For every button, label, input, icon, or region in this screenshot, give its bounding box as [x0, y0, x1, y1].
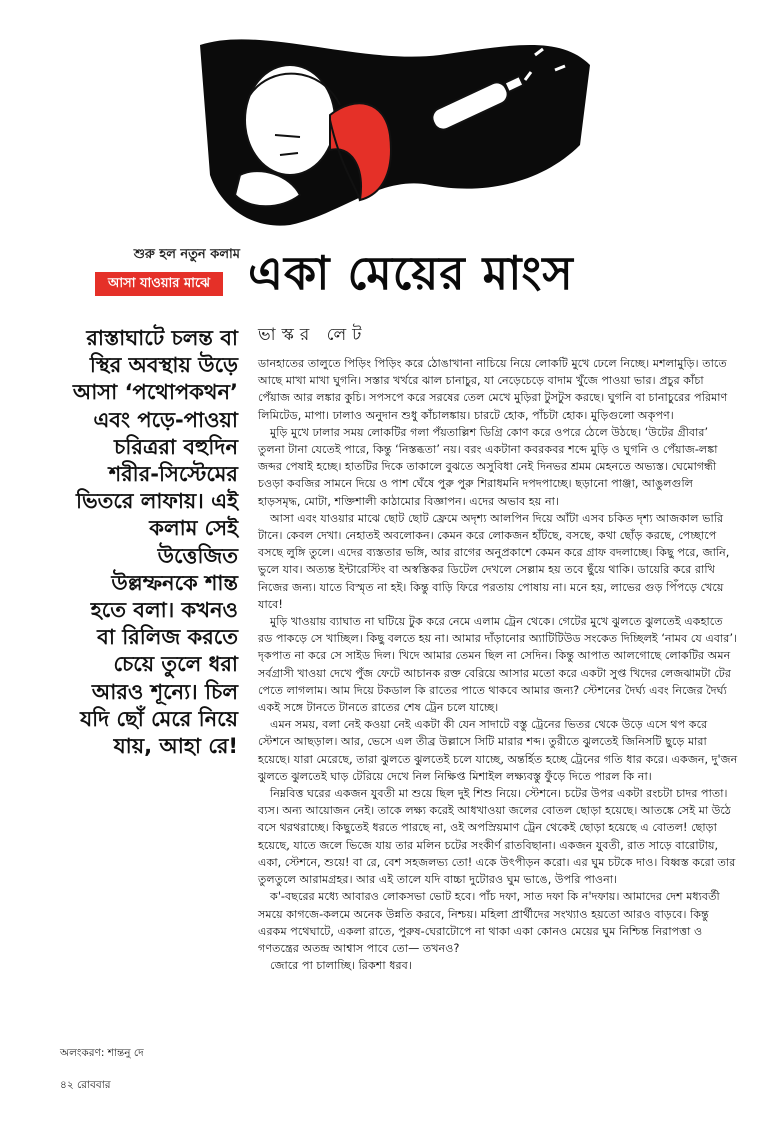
pullquote-line: যদি ছোঁ মেরে নিয়ে — [80, 706, 238, 731]
pullquote-line: শরীর-সিস্টেমের — [108, 462, 238, 487]
pullquote-line: আসা ‘পথোপকথন’ — [72, 380, 238, 405]
body-paragraph: মুড়ি খাওয়ায় ব্যাঘাত না ঘটিয়ে টুক করে নেমে এলাম ট্রেন থেকে। গেটের মুখে ঝুলতে ঝুলতেই একহাতে রড পাকড়ে সে খাচ্ছিল। কিছু বলতে হয় না। আমার দাঁড়ানোর অ্যাটিটিউড সংকেত দিচ্ছিলই ‘নামব যে এবার’। দৃকপাত না করে সে সাইড দিল। খিদে আমার তেমন ছিল না সেদিন। কিন্তু আপাত আলগোছে লোকটির অমন সর্বগ্রাসী খাওয়া দেখে পুঁজ ফেটে আচানক রক্ত বেরিয়ে আসার মতো করে একটা সুপ্ত খিদের লেজঝামটা টের পেতে লাগলাম। আম দিয়ে টকডাল কি রাতের পাতে থাকবে আমার জন্য? স্টেশনের দৈর্ঘ্য এবং নিজের দৈর্ঘ্য একই সঙ্গে টানতে টানতে রাতের শেষ ট্রেন চলে যাচ্ছে। — [258, 615, 738, 715]
author-byline: ভাস্কর লেট — [258, 325, 368, 345]
pullquote-line: কলাম সেই — [149, 516, 238, 541]
body-paragraph: ক'-বছরের মধ্যে আবারও লোকসভা ভোট হবে। পাঁচ দফা, সাত দফা কি ন'দফায়। আমাদের দেশ মধ্যবর্তী সময়ে কাগজে-কলমে অনেক উন্নতি করবে, নিশ্চয়। মহিলা প্রার্থীদের সংখ্যাও হয়তো আরও বাড়বে। কিন্তু এরকম পথেঘাটে, একলা রাতে, পুরুষ-ঘেরাটোপে না থাকা একা কোনও মেয়ের ঘুম নিশ্চিন্ত নিরাপত্তা ও গণতন্ত্রের অতন্দ্র আশ্বাস পাবে তো— তখনও? — [258, 890, 720, 955]
pullquote-line: চরিত্ররা বহুদিন — [114, 434, 238, 459]
illustration-credit: অলংকরণ: শান্তনু দে — [60, 1047, 144, 1059]
pullquote-line: হতে বলা। কখনও — [90, 598, 238, 623]
pullquote-line: চেয়ে তুলে ধরা — [113, 652, 238, 677]
body-paragraph: আসা এবং যাওয়ার মাঝে ছোট ছোট ফ্রেমে অদৃশ্য আলপিন দিয়ে আঁটা এসব চকিত দৃশ্য আজকাল ভারি টানে। কেবল দেখা। নেহাতই অবলোকন। কেমন করে লোকজন হাঁটছে, বসছে, কথা ছোঁড় করছে, পেচ্ছাপে বসছে লুঙ্গি তুলে। এদের ব্যস্ততার ভঙ্গি, আর রাগের অনুপ্রকাশে কেমন করে গ্রাফ বদলাচ্ছে। কিছু পরে, জানি, ভুলে যাব। অত্যন্ত ইন্টারেস্টিং বা অস্বস্তিকর ডিটেল দেখলে সেল্লাম হয় তবে ছুঁয়ে থাকি। ডায়েরি করে রাখি নিজের জন্য। যাতে বিস্মৃত না হই। কিন্তু বাড়ি ফিরে পরতায় পোষায় না। মনে হয়, লাভের গুড় পিঁপড়ে খেয়ে যাবে! — [258, 511, 730, 611]
body-paragraph: ডানহাতের তালুতে পিড়িং পিড়িং করে ঠোঙাখানা নাচিয়ে নিয়ে লোকটি মুখে ঢেলে নিচ্ছে। মশলামুড়ি। তাতে আছে মাখা মাখা ঘুগনি। সস্তার খর্খরে ঝাল চানাচুর, যা নেড়েচেড়ে বাদাম খুঁজে পাওয়া ভার। প্রচুর কাঁচা পেঁয়াজ আর লঙ্কার কুচি। সপসপে করে সরষের তেল মেখে মুড়িরা টুসটুস করছে। ঘুগনি বা চানাচুরের পরিমাণ লিমিটেড, মাপা। ঢালাও অনুদান শুধু কাঁচালঙ্কায়। চারটে হোক, পাঁচটা হোক। মুড়িগুলো অকৃপণ। — [258, 357, 728, 422]
body-paragraph: নিম্নবিত্ত ঘরের একজন যুবতী মা শুয়ে ছিল দুই শিশু নিয়ে। স্টেশনে। চটের উপর একটা রংচটা চাদর পাতা। ব্যস। অন্য আয়োজন নেই। তাকে লক্ষ্য করেই আধখাওয়া জলের বোতল ছোড়া হয়েছে। আতঙ্কে সেই মা উঠে বসে থরথরাচ্ছে। কিছুতেই ধরতে পারছে না, ওই অপস্রিয়মাণ ট্রেন থেকেই ছোড়া হয়েছে এ বোতল! ছোড়া হয়েছে, যাতে জলে ভিজে যায় তার মলিন চটের সংকীর্ণ রাতবিছানা। একজন যুবতী, রাত সাড়ে বারোটায়, একা, স্টেশনে, শুয়ে! বা রে, বেশ সহজলভ্য তো! একে উৎপীড়ন করো। এর ঘুম চটকে দাও। বিধ্বস্ত করো তার তুলতুলে আরামগ্রহর। আর এই তালে যদি বাচ্চা দুটোরও ঘুম ভাঙে, উপরি পাওনা। — [258, 787, 736, 887]
pullquote-line: বা রিলিজ করতে — [97, 625, 238, 650]
page-folio: ৪২ রোববার — [60, 1079, 111, 1091]
pullquote-line: যায়, আহা রে! — [113, 734, 238, 759]
pullquote-line: স্থির অবস্থায় উড়ে — [89, 353, 238, 378]
column-tag: আসা যাওয়ার মাঝে — [95, 272, 223, 296]
article-title: একা মেয়ের মাংস — [248, 246, 574, 300]
pullquote-line: রাস্তাঘাটে চলন্ত বা — [86, 326, 238, 350]
pullquote-line: উল্লম্ফনকে শান্ত — [111, 570, 238, 595]
article-body — [258, 355, 738, 974]
pullquote-line: ভিতরে লাফায়। এই — [76, 489, 238, 514]
column-kicker: শুরু হল নতুন কলাম — [133, 247, 240, 262]
body-paragraph: মুড়ি মুখে ঢালার সময় লোকটির গলা পঁয়তাল্লিশ ডিগ্রি কোণ করে ওপরে ঠেলে উঠছে। ‘উটের গ্রীবার’ তুলনা টানা যেতেই পারে, কিন্তু ‘নিস্তব্ধতা’ নয়। বরং একটানা কবরকবর শব্দে মুড়ি ও ঘুগনি ও পেঁয়াজ-লঙ্কা জব্দর পেষাই হচ্ছে। হাতটির দিকে তাকালে বুঝতে অসুবিধা নেই দিনভর শ্রমম মেহনতে অভ্যস্ত। ঘেমোগন্ধী চওড়া কবজির সামনে দিয়ে ও পাশ ঘেঁষে পুরু পুরু শিরাধমনি দপদপাচ্ছে। ছড়ানো পাঞ্জা, আঙুলগুলি হাড়সমৃদ্ধ, মোটা, শক্তিশালী কাঠামোর বিজ্ঞাপন। এদের অভাব হয় না। — [258, 425, 718, 508]
pullquote-line: উত্তেজিত — [157, 543, 238, 568]
pullquote — [60, 325, 238, 760]
woman-head — [245, 65, 335, 175]
body-paragraph: এমন সময়, বলা নেই কওয়া নেই একটা কী যেন সাদাটে বস্তু ট্রেনের ভিতর থেকে উড়ে এসে থপ করে স্টেশনে আছড়াল। আর, ভেসে এল তীব্র উল্লাসে সিটি মারার শব্দ। তুরীতে ঝুলতেই জিনিসটি ছুড়ে মারা হয়েছে। যারা মেরেছে, তারা ঝুলতে ঝুলতেই চলে যাচ্ছে, অন্তর্হিত হচ্ছে ট্রেনের গতি ধার করে। একজন, দু'জন ঝুলতে ঝুলতেই ঘাড় টেরিয়ে দেখে নিল নিক্ষিপ্ত মিশাইল লক্ষ্যবস্তু ফুঁড়ে দিতে পারল কি না। — [258, 718, 738, 783]
pullquote-line: আরও শূন্যে। চিল — [91, 679, 238, 704]
pullquote-line: এবং পড়ে-পাওয়া — [93, 407, 238, 432]
body-paragraph: জোরে পা চালাচ্ছি। রিকশা ধরব। — [270, 959, 412, 973]
illustration — [180, 25, 600, 235]
